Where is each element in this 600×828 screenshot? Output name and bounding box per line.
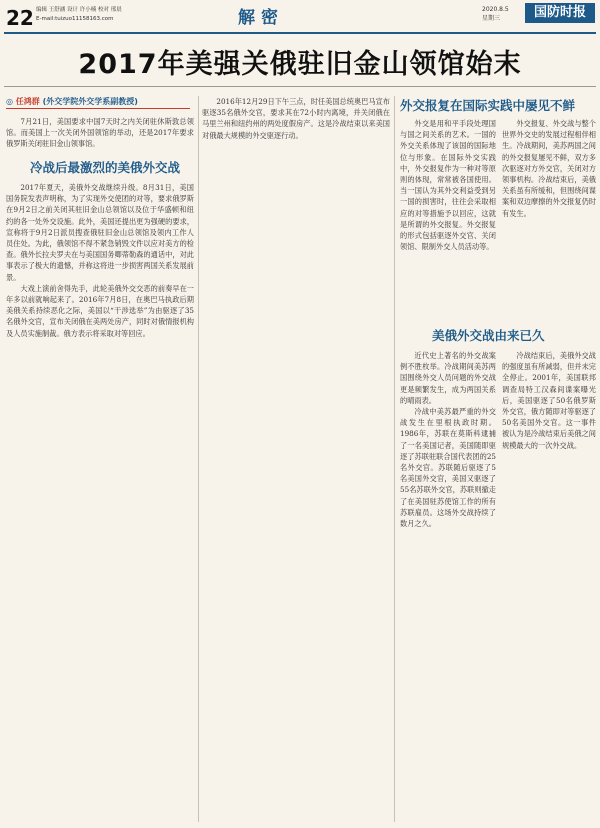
paragraph: 2017年夏天，美俄外交战继续升级。8月31日，美国国务院发表声明称，为了实现外交使团的对等，要求俄罗斯在9月2日之前关闭其驻旧金山总领馆以及位于华盛顿和纽约的各一处外交设施。此外，美国还提出更为强硬的要求，宣称将于9月2日派员搜查俄驻旧金山总领馆及领内工作人员住处。为此，俄领馆不得不紧急销毁文件以应对美方的检查。俄外长拉夫罗夫在与美国国务卿蒂勒森的通话中，对此事表示了极大的遗憾，并称这将进一步损害两国关系发展前景。	[6, 183, 194, 282]
section-heading-2: 外交报复在国际实践中屡见不鲜	[400, 98, 576, 113]
page-number: 22	[6, 6, 34, 30]
section-heading-1: 冷战后最激烈的美俄外交战	[30, 160, 181, 175]
issue-date	[482, 5, 509, 23]
editor-names: 编辑 王舒涵 设计 许小楠 校对 邢晨	[36, 7, 122, 13]
section-title: 解密	[238, 8, 284, 28]
headline-divider	[4, 86, 596, 87]
issue-weekday: 星期三	[482, 15, 501, 22]
byline-author: 任鸿群	[15, 97, 40, 106]
section-2-body-a	[400, 118, 496, 318]
section-3-body-b	[502, 350, 596, 822]
column-divider	[198, 96, 199, 822]
column-divider	[394, 96, 395, 822]
section-3-body-a	[400, 350, 496, 822]
paragraph: 冷战结束后，美俄外交战的强度虽有所减弱，但并未完全停止。2001年，美国联邦调查局特工汉森间谍案曝光后，美国驱逐了50名俄罗斯外交官，俄方随即对等驱逐了50名美国外交官。这一事件被认为是冷战结束后美俄之间规模最大的一次外交战。	[502, 351, 596, 450]
newspaper-logo: 国防时报	[525, 3, 595, 23]
section-1-body-col1	[6, 182, 194, 822]
editor-credits	[36, 6, 122, 24]
editor-email: E-mail:tuizuo11158163.com	[36, 16, 114, 22]
masthead	[0, 0, 600, 34]
section-2-body-b	[502, 118, 596, 318]
paragraph: 冷战中美苏最严重的外交战发生在里根执政时期。1986年，苏联在莫斯科逮捕了一名美国记者，美国随即驱逐了苏联驻联合国代表团的25名外交官。苏联随后驱逐了5名美国外交官，美国又驱逐了55名苏联外交官，苏联则撤走了在美国驻苏使馆工作的所有苏联雇员。这场外交战持续了数月之久。	[400, 407, 496, 529]
article-byline	[6, 96, 138, 107]
intro-paragraph: 7月21日，美国要求中国7天时之内关闭驻休斯敦总领馆。而美国上一次关闭外国领馆的举动，还是2017年要求俄罗斯关闭驻旧金山领事馆。	[6, 117, 194, 149]
paragraph: 2016年12月29日下午三点，时任美国总统奥巴马宣布驱逐35名俄外交官，要求其在72小时内离境，并关闭俄在马里兰州和纽约州的两处度假房产。这是冷战结束以来美国对俄最大规模的外交驱逐行动。	[202, 97, 390, 140]
byline-marker: ◎	[6, 97, 13, 106]
masthead-divider	[4, 32, 596, 34]
section-heading-3: 美俄外交战由来已久	[432, 328, 545, 343]
paragraph: 大戏上演前舍得先手，此轮美俄外交交恶的前奏早在一年多以前就响起来了。2016年7月8日，在奥巴马执政后期美俄关系持续恶化之际，美国以“干涉选举”为由驱逐了35名俄外交官，宣布关闭俄在美两处房产，同时对俄情报机构及人员实施制裁。俄方表示将采取对等回应。	[6, 283, 194, 338]
issue-date-number: 2020.8.5	[482, 6, 509, 13]
paragraph: 外交报复、外交战与整个世界外交史的发展过程相伴相生。冷战期间，美苏两国之间的外交报复屡见不鲜，双方多次驱逐对方外交官，关闭对方领事机构。冷战结束后，美俄关系虽有所缓和，但围绕间谍案和双边摩擦的外交报复仍时有发生。	[502, 119, 596, 218]
article-headline: 2017年美强关俄驻旧金山领馆始末	[78, 49, 522, 80]
byline-divider	[6, 108, 190, 109]
paragraph: 近代史上著名的外交战案例不胜枚举。冷战期间美苏两国围绕外交人员问题的外交战更是频繁发生，成为两国关系的晴雨表。	[400, 351, 496, 405]
paragraph: 外交是用和平手段处理国与国之间关系的艺术。一国的外交关系体现了该国的国际地位与形象。在国际外交实践中，外交报复作为一种对等原则的体现，常常被各国使用。当一国认为其外交利益受到另一国的损害时，往往会采取相应的对等措施予以回应，这就是所谓的外交报复。外交报复的形式包括驱逐外交官、关闭领馆、限制外交人员活动等。	[400, 119, 496, 252]
section-1-body-col2	[202, 96, 390, 822]
byline-affiliation: (外交学院外交学系副教授)	[42, 97, 138, 106]
